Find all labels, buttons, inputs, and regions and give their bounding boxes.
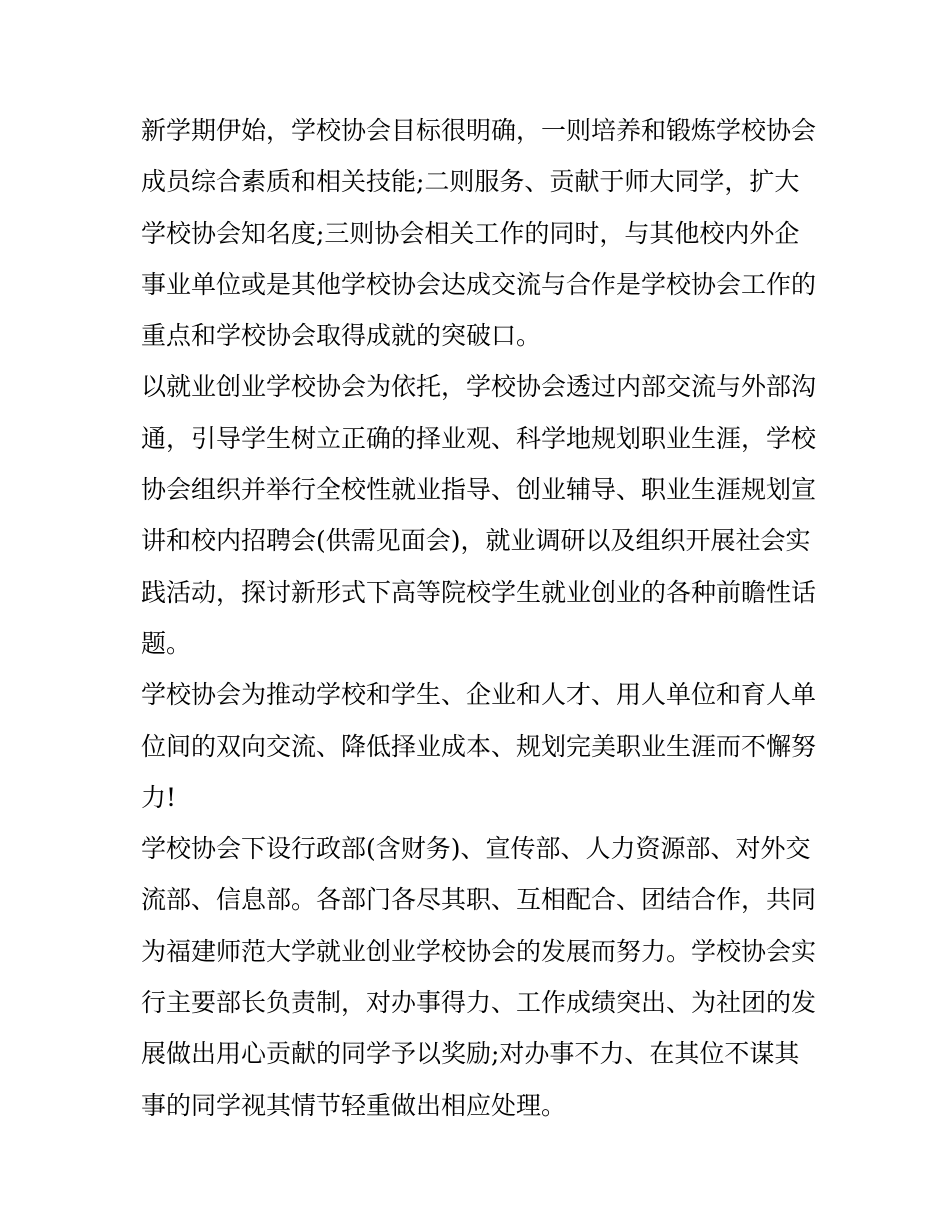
paragraph-activities: 以就业创业学校协会为依托，学校协会透过内部交流与外部沟通，引导学生树立正确的择业观、科学地规划职业生涯，学校协会组织并举行全校性就业指导、创业辅导、职业生涯规划宣讲和校内招聘会(供需见面会)，就业调研以及组织开展社会实践活动，探讨新形式下高等院校学生就业创业的各种前瞻性话题。 — [141, 372, 817, 658]
paragraph-mission: 学校协会为推动学校和学生、企业和人才、用人单位和育人单位间的双向交流、降低择业成本、规划完美职业生涯而不懈努力! — [141, 680, 817, 812]
document-body — [141, 105, 816, 1131]
paragraph-goals: 新学期伊始，学校协会目标很明确，一则培养和锻炼学校协会成员综合素质和相关技能;二则服务、贡献于师大同学，扩大学校协会知名度;三则协会相关工作的同时，与其他校内外企事业单位或是其他学校协会达成交流与合作是学校协会工作的重点和学校协会取得成就的突破口。 — [141, 116, 817, 351]
paragraph-structure: 学校协会下设行政部(含财务)、宣传部、人力资源部、对外交流部、信息部。各部门各尽其职、互相配合、团结合作，共同为福建师范大学就业创业学校协会的发展而努力。学校协会实行主要部长负责制，对办事得力、工作成绩突出、为社团的发展做出用心贡献的同学予以奖励;对办事不力、在其位不谋其事的同学视其情节轻重做出相应处理。 — [141, 834, 817, 1120]
